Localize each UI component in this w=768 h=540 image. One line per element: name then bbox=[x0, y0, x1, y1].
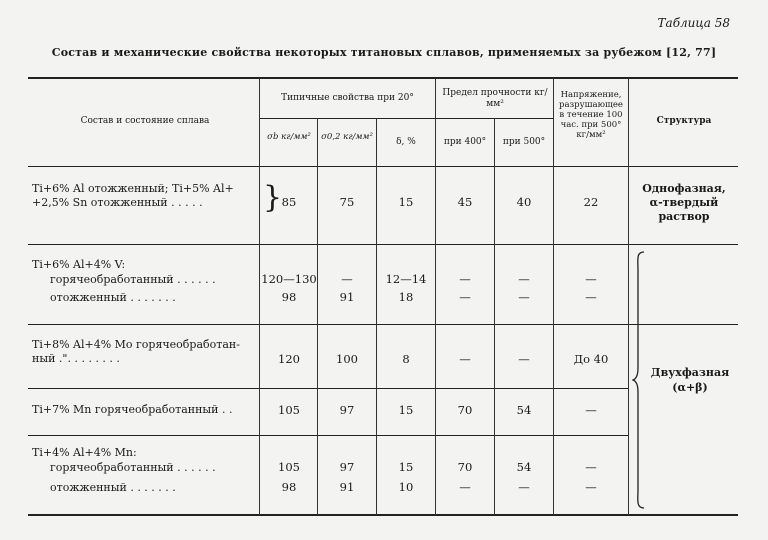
header-sb: σb кг/мм² bbox=[267, 132, 311, 142]
row2-s02-2: 91 bbox=[339, 290, 355, 304]
row5-at500-1: 54 bbox=[516, 460, 532, 474]
header-at400: при 400° bbox=[443, 137, 487, 147]
row4-s02: 97 bbox=[339, 403, 355, 417]
row2-sub2: отожженный . . . . . . . bbox=[50, 291, 176, 304]
row3-sb: 120 bbox=[278, 352, 300, 366]
row5-title: Ti+4% Al+4% Mn: bbox=[32, 446, 137, 459]
row2-sub1: горячеобработанный . . . . . . bbox=[50, 273, 216, 286]
header-structure: Структура bbox=[656, 116, 712, 126]
row5-at500-2: — bbox=[518, 480, 530, 494]
row4-at500: 54 bbox=[516, 403, 532, 417]
col-sep-3 bbox=[376, 118, 377, 515]
row5-sub2: отожженный . . . . . . . bbox=[50, 481, 176, 494]
table-caption: Состав и механические свойства некоторых титановых сплавов, применяемых за рубежом [12, 77] bbox=[51, 46, 717, 59]
header-delta: δ, % bbox=[396, 137, 416, 147]
row3-name-line2: ный .". . . . . . . . bbox=[32, 352, 120, 365]
bottom-rule bbox=[28, 514, 738, 516]
row3-stress: До 40 bbox=[573, 352, 609, 366]
row-rule-3 bbox=[28, 388, 628, 389]
row5-sb2: 98 bbox=[281, 480, 297, 494]
col-sep-7 bbox=[628, 78, 629, 515]
row2-stress1: — bbox=[585, 272, 597, 286]
row2-at500-1: — bbox=[518, 272, 530, 286]
row2-sb1: 120—130 bbox=[261, 272, 317, 286]
row1-sb: 85 bbox=[281, 195, 297, 209]
header-s02: σ0,2 кг/мм² bbox=[321, 132, 373, 142]
two-phase-brace bbox=[632, 250, 646, 510]
row5-at400-1: 70 bbox=[457, 460, 473, 474]
row5-stress1: — bbox=[585, 460, 597, 474]
row1-at400: 45 bbox=[457, 195, 473, 209]
header-strength-limit: Предел прочности кг/мм² bbox=[442, 88, 548, 109]
row2-sb2: 98 bbox=[281, 290, 297, 304]
row1-structure-2: α-твердый bbox=[649, 196, 719, 209]
header-subrule-typical bbox=[259, 118, 435, 119]
row2-at500-2: — bbox=[518, 290, 530, 304]
row2-delta2: 18 bbox=[398, 290, 414, 304]
row5-s02-1: 97 bbox=[339, 460, 355, 474]
row1-name-line1: Ti+6% Al отожженный; Ti+5% Al+ bbox=[32, 182, 234, 195]
row1-delta: 15 bbox=[398, 195, 414, 209]
row2-at400-1: — bbox=[459, 272, 471, 286]
row1-name-line2: +2,5% Sn отожженный . . . . . bbox=[32, 196, 203, 209]
row1-structure-1: Однофазная, bbox=[642, 182, 726, 195]
row5-sub1: горячеобработанный . . . . . . bbox=[50, 461, 216, 474]
row-rule-4 bbox=[28, 435, 628, 436]
row5-s02-2: 91 bbox=[339, 480, 355, 494]
structure-two-phase-2: (α+β) bbox=[672, 381, 708, 394]
row5-delta1: 15 bbox=[398, 460, 414, 474]
col-sep-5 bbox=[494, 118, 495, 515]
row-rule-1 bbox=[28, 244, 738, 245]
row4-at400: 70 bbox=[457, 403, 473, 417]
top-rule bbox=[28, 77, 738, 79]
row2-delta1: 12—14 bbox=[385, 272, 427, 286]
header-composition: Состав и состояние сплава bbox=[80, 116, 210, 126]
row2-title: Ti+6% Al+4% V: bbox=[32, 258, 126, 271]
row1-stress: 22 bbox=[583, 195, 599, 209]
header-typical: Типичные свойства при 20° bbox=[281, 93, 414, 103]
row5-delta2: 10 bbox=[398, 480, 414, 494]
row3-name-line1: Ti+8% Al+4% Mo горячеобработан- bbox=[32, 338, 240, 351]
row1-structure-3: раствор bbox=[658, 210, 710, 223]
table-number: Таблица 58 bbox=[657, 16, 730, 30]
header-stress: Напряжение, разрушающее в течение 100 час. при 500° кг/мм² bbox=[559, 90, 623, 140]
row4-stress: — bbox=[585, 403, 597, 417]
row4-sb: 105 bbox=[278, 403, 300, 417]
row1-s02: 75 bbox=[339, 195, 355, 209]
row1-brace: } bbox=[263, 180, 283, 215]
row5-sb1: 105 bbox=[278, 460, 300, 474]
row4-delta: 15 bbox=[398, 403, 414, 417]
row3-at500: — bbox=[518, 352, 530, 366]
row3-s02: 100 bbox=[336, 352, 358, 366]
row2-at400-2: — bbox=[459, 290, 471, 304]
row2-stress2: — bbox=[585, 290, 597, 304]
row3-delta: 8 bbox=[402, 352, 410, 366]
row5-at400-2: — bbox=[459, 480, 471, 494]
structure-two-phase-1: Двухфазная bbox=[650, 366, 730, 379]
row2-s02-1: — bbox=[341, 272, 353, 286]
row5-stress2: — bbox=[585, 480, 597, 494]
header-at500: при 500° bbox=[502, 137, 546, 147]
row1-at500: 40 bbox=[516, 195, 532, 209]
header-rule bbox=[28, 166, 738, 167]
col-sep-2 bbox=[317, 118, 318, 515]
row3-at400: — bbox=[459, 352, 471, 366]
row4-name: Ti+7% Mn горячеобработанный . . bbox=[32, 403, 233, 416]
